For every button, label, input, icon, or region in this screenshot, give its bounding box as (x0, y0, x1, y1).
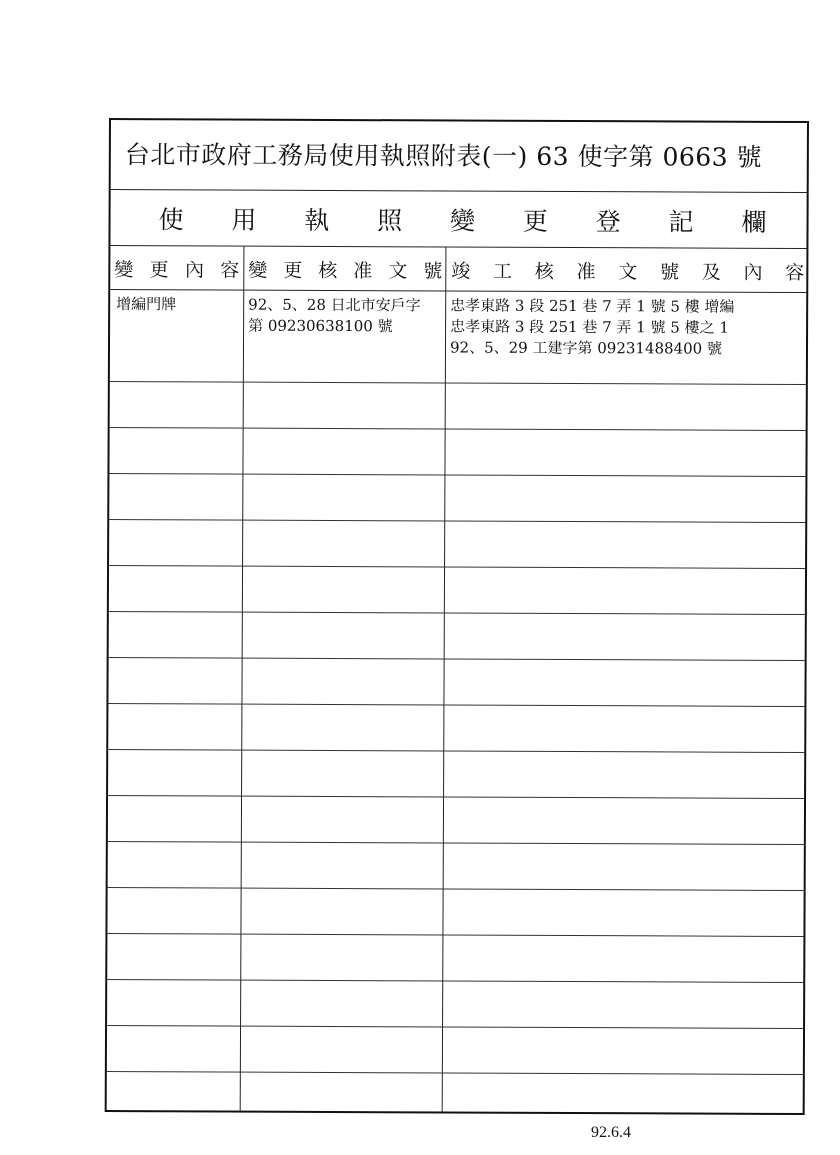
column-header-char: 內 (184, 258, 205, 281)
column-header-char: 變 (114, 258, 134, 281)
column-divider (442, 247, 447, 1111)
table-row-line (108, 841, 804, 845)
section-heading-char: 變 (449, 205, 476, 236)
table-row-line (108, 795, 804, 799)
column-header-char: 更 (149, 258, 169, 281)
column-header-char: 核 (318, 259, 338, 282)
column-header-completion-details (447, 247, 808, 293)
table-row-line (109, 657, 805, 661)
column-header-char: 文 (618, 260, 638, 283)
entry-completion-line: 忠孝東路 3 段 251 巷 7 弄 1 號 5 樓之 1 (450, 317, 729, 337)
entry-completion-line: 92、5、29 工建字第 09231488400 號 (449, 338, 723, 358)
table-row-line (108, 703, 804, 707)
entry-approval-line: 第 09230638100 號 (248, 316, 393, 336)
table-row-line (107, 933, 803, 937)
column-header-char: 號 (423, 259, 443, 282)
column-header-row (110, 246, 806, 293)
section-heading-char: 登 (595, 206, 621, 236)
table-row-line (108, 887, 804, 891)
table-row-line (109, 519, 805, 523)
column-header-char: 更 (283, 259, 303, 282)
form-title: 台北市政府工務局使用執照附表(一) 63 使字第 0663 號 (111, 120, 807, 193)
section-heading-char: 使 (158, 204, 184, 234)
section-heading-char: 欄 (741, 207, 767, 237)
column-header-char: 工 (493, 260, 513, 283)
table-row-line (109, 565, 805, 569)
column-header-char: 准 (576, 260, 596, 283)
table-row-line (108, 749, 804, 753)
table-row-line (107, 1025, 803, 1029)
column-header-char: 內 (743, 261, 763, 284)
column-header-char: 准 (353, 259, 373, 282)
entry-approval-line: 92、5、28 日北市安戶字 (248, 295, 421, 315)
table-row-line (107, 979, 803, 983)
entry-approval-number (248, 295, 421, 338)
section-heading-char: 更 (522, 206, 548, 236)
column-header-approval-number (244, 247, 446, 292)
entry-completion-details (450, 295, 735, 359)
footer-date: 92.6.4 (591, 1124, 631, 1141)
table-row-line (109, 473, 805, 477)
entry-change-content (116, 294, 176, 315)
column-header-char: 容 (785, 261, 805, 284)
table-row-line (110, 381, 806, 385)
table-row-line (107, 1071, 803, 1075)
column-header-char: 核 (534, 260, 554, 283)
section-heading-char: 照 (377, 205, 403, 235)
section-heading-char: 記 (668, 206, 694, 237)
section-heading-char: 執 (304, 205, 330, 235)
section-heading (110, 190, 806, 249)
column-divider (240, 247, 245, 1111)
entry-completion-line: 忠孝東路 3 段 251 巷 7 弄 1 號 5 樓 增編 (450, 296, 735, 316)
column-header-change-content (110, 246, 243, 291)
column-header-char: 變 (248, 259, 268, 282)
column-header-char: 文 (388, 259, 408, 282)
entry-change-content-line: 增編門牌 (116, 295, 177, 314)
section-heading-char: 用 (231, 205, 257, 235)
usage-permit-form (105, 118, 809, 1115)
column-header-char: 竣 (451, 259, 471, 283)
table-row-line (110, 427, 806, 431)
column-header-char: 及 (701, 261, 721, 284)
column-header-char: 號 (659, 260, 680, 283)
table-row-line (109, 611, 805, 615)
column-header-char: 容 (220, 258, 240, 282)
